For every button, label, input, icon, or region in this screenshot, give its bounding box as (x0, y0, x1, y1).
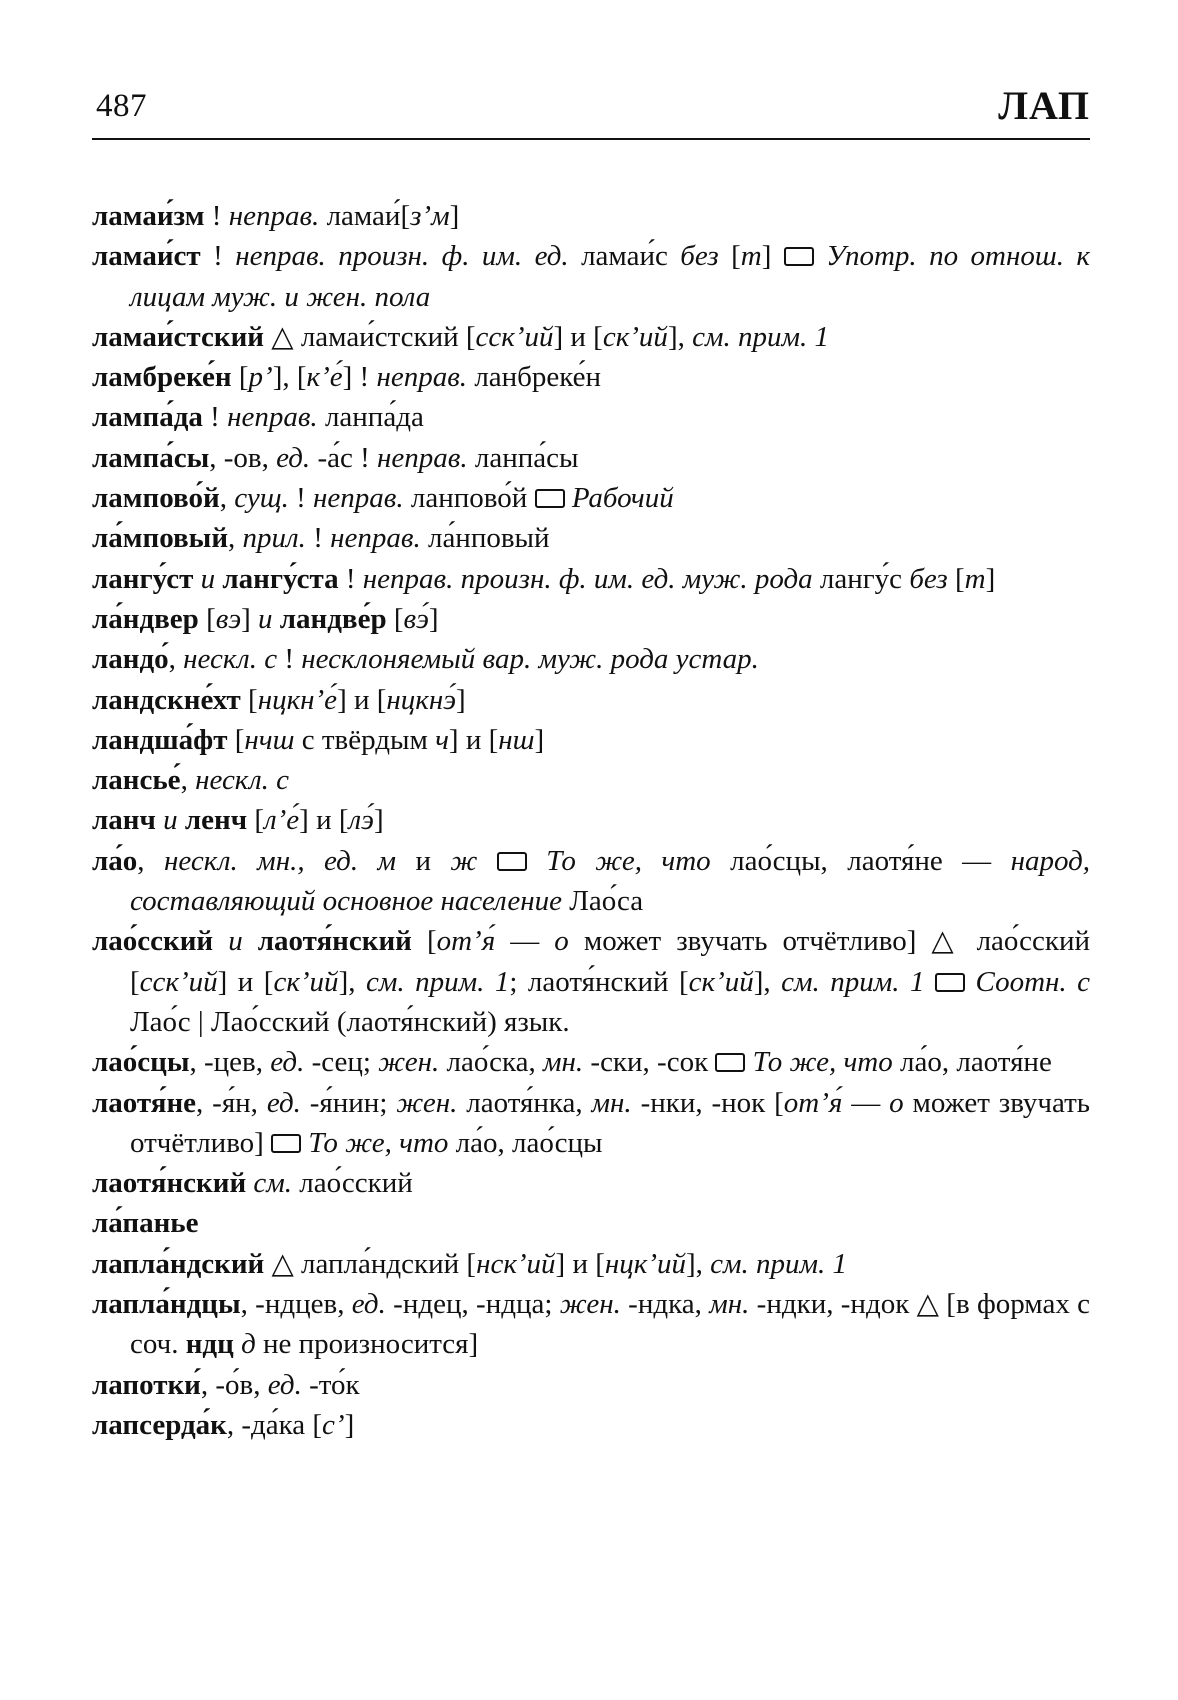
dictionary-entry-landver (92, 599, 1090, 639)
headword: ленч (184, 804, 248, 837)
entry-text: [ (718, 240, 741, 273)
entry-text (925, 966, 936, 998)
entry-text: ланпа́сы (467, 441, 579, 474)
italic-text: неправ. произн. ф. им. ед. (235, 240, 569, 273)
entry-text: -а́с ! (310, 441, 377, 474)
headword: лансье́ (92, 764, 181, 797)
entry-text: ] (428, 602, 439, 635)
entry-text: [ (198, 602, 216, 635)
italic-text: Рабочий (571, 482, 674, 515)
entry-text: ! (200, 240, 236, 273)
entry-text: ], (686, 1247, 711, 1280)
dictionary-entry-laplandtsy (92, 1284, 1090, 1365)
headword: ла́ндвер (92, 602, 199, 635)
running-head: ЛАП (998, 83, 1090, 128)
dictionary-entry-lao (92, 841, 1090, 922)
usage-note-box-icon (715, 1053, 745, 1072)
italic-text: народ, составляющий основное население (130, 844, 1091, 918)
entry-text: Лао́с | Лао́сский (лаотя́нский) язык. (130, 1005, 570, 1038)
italic-text: ч (435, 723, 449, 756)
headword: лапла́ндский (92, 1247, 265, 1280)
entry-text: лао́сский (292, 1167, 413, 1200)
entry-text: ] и [ (217, 965, 274, 998)
entry-text: , -да́ка [ (226, 1408, 323, 1441)
italic-text: Соотн. с (975, 965, 1091, 998)
italic-text: нцкнэ́ (386, 683, 457, 716)
italic-text: см. прим. 1 (710, 1247, 848, 1280)
usage-note-box-icon (535, 489, 565, 508)
entry-text: ламаи́с (568, 240, 681, 273)
dictionary-entry-lamaizm (92, 196, 1090, 236)
italic-text: То же, что (546, 844, 711, 877)
italic-text: неправ. (313, 482, 404, 515)
entry-text: ] и [ (299, 804, 349, 837)
entry-text: ], (753, 965, 782, 998)
usage-note-box-icon (497, 852, 527, 871)
entry-text: ], (338, 965, 366, 998)
entry-text: ланпово́й (403, 482, 535, 515)
entry-text: [ (231, 361, 249, 394)
dictionary-entry-lanch (92, 800, 1090, 840)
italic-text: и (213, 925, 258, 958)
dictionary-entry-lando (92, 639, 1090, 679)
entry-text: ] и [ (555, 1247, 605, 1280)
entry-text: ! (288, 482, 314, 515)
entry-text: не произносится] (255, 1328, 479, 1361)
dictionary-entry-lapotki (92, 1365, 1090, 1405)
italic-text: ед. (276, 441, 311, 474)
italic-text: прил. (242, 522, 306, 555)
headword: ламаи́ст (92, 240, 201, 273)
entry-text: ], (667, 320, 693, 353)
entry-text: ; лаотя́нский [ (509, 965, 689, 998)
entry-text: -ндки, -ндок △ [в формах с соч. (130, 1288, 1091, 1361)
entry-text: лангу́с (812, 562, 910, 595)
entry-text: Лао́са (562, 885, 644, 918)
page-number: 487 (96, 88, 147, 124)
entry-text: ] и [ (448, 723, 499, 756)
italic-text: кʼе́ (306, 361, 343, 394)
usage-note-box-icon (784, 247, 814, 266)
italic-text: лэ́ (348, 804, 374, 837)
entry-text: ] ! (342, 361, 377, 394)
dictionary-entry-langust (92, 559, 1090, 599)
entry-text: — (495, 925, 555, 958)
italic-text: неправ. (228, 200, 320, 232)
entry-text: △ ламаи́стский [ (264, 320, 476, 353)
italic-text: неправ. (377, 441, 468, 474)
entry-text: может звучать отчётливо] (130, 1086, 1091, 1159)
italic-text: жен. (378, 1046, 440, 1079)
italic-text: нцкʼий (604, 1247, 686, 1280)
italic-text: нскʼий (476, 1247, 556, 1280)
italic-text: мн. (543, 1046, 584, 1079)
headword: лао́сцы (92, 1046, 190, 1079)
italic-text: мн. (709, 1288, 750, 1321)
headword: лангу́ст (92, 562, 194, 595)
italic-text: нцкнʼе́ (257, 683, 338, 716)
italic-text: см. прим. 1 (781, 965, 925, 998)
italic-text: нескл. с (195, 764, 289, 797)
headword: ландо́ (92, 643, 169, 676)
entry-text: ! (204, 200, 229, 232)
italic-text: скʼий (688, 965, 754, 998)
dictionary-entry-laplandskiy (92, 1244, 1090, 1284)
italic-text: Употр. по отнош. к лицам муж. и жен. пола (130, 240, 1090, 313)
entry-text: [ (386, 602, 404, 635)
entry-text: [ (240, 683, 258, 716)
entry-text: ] (456, 683, 466, 716)
italic-text: ед. (266, 1086, 301, 1119)
italic-text: сскʼий (139, 965, 218, 998)
italic-text: отʼя́ (783, 1086, 843, 1119)
dictionary-entry-laosskiy (92, 921, 1090, 1042)
headword: лаотя́нский (257, 925, 412, 958)
dictionary-entry-lampasy (92, 438, 1090, 478)
entry-text: — (842, 1086, 890, 1119)
entry-text: ] (449, 200, 460, 232)
entry-text: ! (305, 522, 331, 555)
italic-text: скʼий (273, 965, 339, 998)
headword: лао́сский (92, 925, 214, 958)
italic-text: и (155, 804, 185, 837)
dictionary-entry-lamaist (92, 236, 1090, 317)
italic-text: несклоняемый вар. муж. рода устар. (301, 643, 759, 676)
entry-text: ланбреке́н (467, 361, 602, 394)
headword: лампа́да (92, 401, 203, 434)
entry-text (527, 845, 546, 877)
italic-text: д (241, 1328, 256, 1361)
entry-text: ! (277, 643, 302, 676)
entry-text: [ (227, 723, 245, 756)
entry-text: -нки, -нок [ (631, 1086, 784, 1119)
entry-text (814, 240, 826, 272)
italic-text: То же, что (308, 1126, 449, 1159)
entry-text: лао́ска, (439, 1046, 543, 1079)
italic-text: и (193, 562, 223, 595)
dictionary-entry-lambreken (92, 357, 1090, 397)
italic-text: нескл. с (183, 643, 278, 676)
entry-text (234, 1328, 241, 1360)
entry-text: ] (985, 562, 996, 595)
italic-text: жен. (559, 1288, 621, 1321)
entry-text: ла́о, лаотя́не (892, 1046, 1052, 1079)
headword: ла́мповый (92, 522, 229, 555)
entry-text: -я́нин; (300, 1086, 397, 1119)
italic-text: мн. (591, 1086, 632, 1119)
entry-text: , (219, 482, 235, 515)
italic-text: неправ. (376, 361, 468, 394)
italic-text: отʼя́ (436, 925, 496, 958)
dictionary-entry-lapanye (92, 1203, 1090, 1243)
entry-text: лао́сцы, лаотя́не — (710, 844, 1011, 877)
italic-text: лʼе́ (263, 804, 300, 837)
italic-text: т (740, 240, 762, 273)
entry-text: , (137, 844, 164, 877)
italic-text: о (554, 925, 569, 958)
entry-text: ла́о, лао́сцы (448, 1126, 603, 1159)
headword: ланч (92, 804, 156, 837)
entry-text: ла́нповый (420, 522, 550, 555)
headword: ла́о (92, 844, 138, 877)
entry-text: , (180, 764, 196, 797)
italic-text: То же, что (752, 1046, 893, 1079)
dictionary-entry-lampovyy (92, 518, 1090, 558)
entry-text: ] и [ (553, 320, 603, 353)
entry-text: ], [ (272, 361, 307, 394)
italic-text: вэ (215, 602, 242, 635)
dictionary-entry-laotyanskiy (92, 1163, 1090, 1203)
headword: ландскне́хт (92, 683, 241, 716)
entry-text: с твёрдым (294, 723, 436, 756)
entry-text: ] (534, 723, 545, 756)
entry-text: , -я́н, (196, 1086, 267, 1119)
entry-text: ! (338, 562, 363, 595)
entry-text: -ндец, -ндца; (385, 1288, 560, 1321)
headword: лапсерда́к (92, 1408, 227, 1441)
italic-text: сскʼий (475, 320, 554, 353)
italic-text: неправ. (227, 401, 318, 434)
italic-text: нш (498, 723, 535, 756)
italic-text: о (889, 1086, 904, 1119)
entry-text: , -о́в, (200, 1368, 268, 1401)
italic-text: сʼ (322, 1408, 345, 1441)
italic-text: жен. (396, 1086, 458, 1119)
italic-text: рʼ (248, 361, 273, 394)
italic-text: см. прим. 1 (692, 320, 829, 353)
italic-text: зʼм (410, 200, 450, 232)
italic-text: ж (450, 844, 478, 877)
entry-text: , (228, 522, 243, 555)
entry-text: ! (202, 401, 228, 434)
entry-text (273, 603, 280, 635)
entry-text (965, 966, 976, 998)
entry-text: ланпа́да (317, 401, 424, 434)
italic-text: сущ. (234, 482, 289, 515)
headword: лампово́й (92, 482, 220, 515)
headword: ламбреке́н (92, 361, 232, 394)
headword: ламаи́стский (92, 320, 265, 353)
entry-text: -ндка, (620, 1288, 710, 1321)
italic-text: без (909, 562, 948, 595)
entry-text: [ (411, 925, 437, 958)
entry-text (477, 845, 496, 877)
italic-text: скʼий (602, 320, 668, 353)
entry-text: , -ов, (209, 441, 277, 474)
headword: лампа́сы (92, 441, 210, 474)
usage-note-box-icon (271, 1134, 301, 1153)
usage-note-box-icon (935, 973, 965, 992)
dictionary-entry-landshaft (92, 720, 1090, 760)
headword: ландша́фт (92, 723, 228, 756)
entry-text: ] (241, 602, 259, 635)
italic-text: т (964, 562, 986, 595)
dictionary-entry-lapserdak (92, 1405, 1090, 1445)
entry-text: может звучать отчётливо] △ лао́сский [ (130, 925, 1090, 998)
italic-text: ед. (267, 1368, 302, 1401)
headword: ландве́р (279, 602, 387, 635)
dictionary-entries (92, 196, 1090, 1445)
entry-text: ] (344, 1408, 355, 1441)
entry-text: , -цев, (189, 1046, 271, 1079)
italic-text: неправ. произн. ф. им. ед. муж. рода (362, 562, 813, 595)
entry-text: [ (947, 562, 965, 595)
italic-text: ед. (351, 1288, 386, 1321)
entry-text (565, 482, 572, 514)
dictionary-entry-landsknekht (92, 680, 1090, 720)
dictionary-entry-lamaistskiy (92, 317, 1090, 357)
entry-text: , (168, 643, 184, 676)
entry-text: ] (761, 240, 784, 273)
dictionary-entry-laostsy (92, 1042, 1090, 1082)
headword: лапла́ндцы (92, 1288, 241, 1321)
italic-text: нескл. мн., ед. м (163, 844, 397, 877)
entry-text: и (396, 844, 451, 877)
italic-text: без (680, 240, 719, 273)
italic-text: см. прим. 1 (365, 965, 510, 998)
entry-text: △ лапла́ндский [ (264, 1247, 477, 1280)
dictionary-entry-lampovoy (92, 478, 1090, 518)
headword: ндц (185, 1328, 234, 1361)
entry-text: , -ндцев, (240, 1288, 352, 1321)
entry-text: -то́к (301, 1368, 360, 1401)
headword: лаотя́не (92, 1086, 197, 1119)
italic-text: вэ́ (403, 602, 429, 635)
entry-text: [ (247, 804, 264, 837)
page-header (92, 78, 1090, 140)
italic-text: и (258, 602, 273, 635)
entry-text: -сец; (304, 1046, 379, 1079)
entry-text: ламаи́[ (319, 200, 411, 232)
italic-text: ед. (270, 1046, 305, 1079)
headword: ламаи́зм (92, 200, 205, 232)
italic-text: см. (253, 1167, 293, 1200)
italic-text: нчш (244, 723, 295, 756)
entry-text: ] и [ (337, 683, 387, 716)
headword: ла́панье (92, 1207, 199, 1240)
headword: лапотки́ (92, 1368, 201, 1401)
dictionary-entry-laotyane (92, 1083, 1090, 1164)
entry-text: ] (373, 804, 384, 837)
italic-text: неправ. (330, 522, 421, 555)
headword: лаотя́нский (92, 1167, 247, 1200)
headword: лангу́ста (222, 562, 339, 595)
entry-text: -ски, -сок (583, 1046, 716, 1079)
dictionary-entry-lampada (92, 397, 1090, 437)
entry-text (745, 1046, 752, 1078)
entry-text: лаотя́нка, (457, 1086, 592, 1119)
dictionary-entry-lansye (92, 760, 1090, 800)
